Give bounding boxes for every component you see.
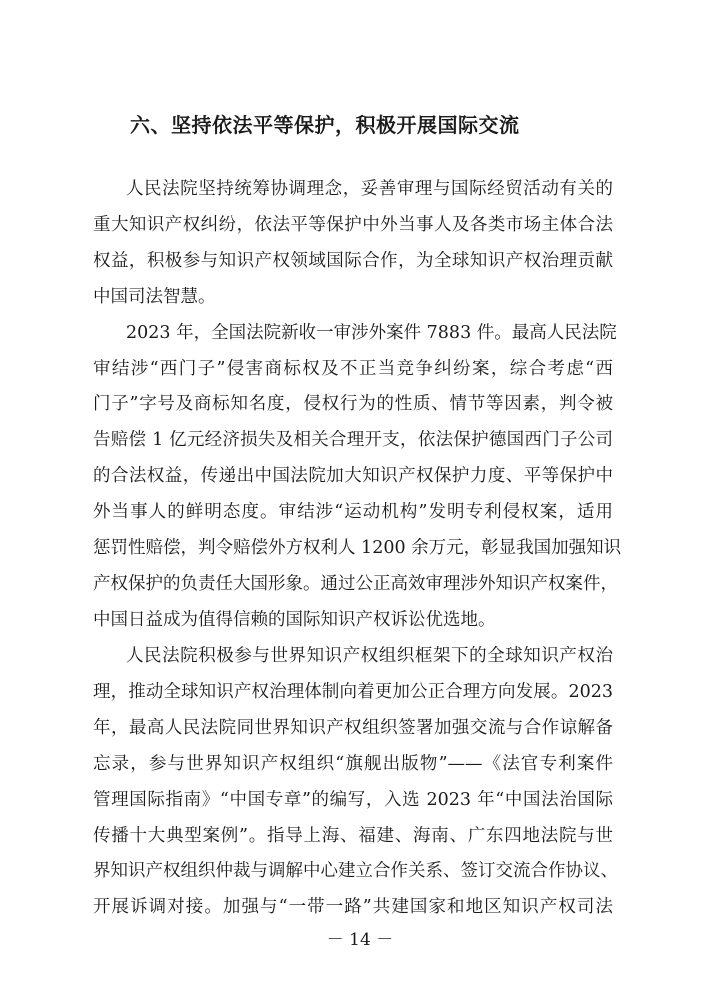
paragraph-2-line-1: 2023 年，全国法院新收一审涉外案件 7883 件。最高人民法院 bbox=[126, 323, 617, 343]
paragraph-2-line-9: 中国日益成为值得信赖的国际知识产权诉讼优选地。 bbox=[93, 610, 496, 630]
paragraph-1-line-3: 权益，积极参与知识产权领域国际合作，为全球知识产权治理贡献 bbox=[93, 251, 613, 271]
paragraph-2-line-6: 外当事人的鲜明态度。审结涉“运动机构”发明专利侵权案，适用 bbox=[93, 502, 613, 522]
paragraph-2-line-3: 门子”字号及商标知名度，侵权行为的性质、情节等因素，判令被 bbox=[93, 394, 613, 414]
paragraph-2-line-2: 审结涉“西门子”侵害商标权及不正当竞争纠纷案，综合考虑“西 bbox=[93, 359, 613, 379]
paragraph-3-line-6: 传播十大典型案例”。指导上海、福建、海南、广东四地法院与世 bbox=[93, 826, 613, 846]
paragraph-2-line-5: 的合法权益，传递出中国法院加大知识产权保护力度、平等保护中 bbox=[93, 466, 613, 486]
paragraph-1-line-2: 重大知识产权纠纷，依法平等保护中外当事人及各类市场主体合法 bbox=[93, 215, 613, 235]
page-number: － 14 － bbox=[326, 930, 394, 950]
paragraph-2-line-4: 告赔偿 1 亿元经济损失及相关合理开支，依法保护德国西门子公司 bbox=[93, 430, 613, 450]
paragraph-1-line-1: 人民法院坚持统筹协调理念，妥善审理与国际经贸活动有关的 bbox=[126, 179, 613, 199]
paragraph-3-line-3: 年，最高人民法院同世界知识产权组织签署加强交流与合作谅解备 bbox=[93, 718, 613, 738]
paragraph-3-line-2: 理，推动全球知识产权治理体制向着更加公正合理方向发展。2023 bbox=[93, 682, 613, 702]
paragraph-3-line-4: 忘录，参与世界知识产权组织“旗舰出版物”——《法官专利案件 bbox=[93, 754, 613, 774]
paragraph-2-line-8: 产权保护的负责任大国形象。通过公正高效审理涉外知识产权案件， bbox=[93, 574, 618, 594]
paragraph-1-line-4: 中国司法智慧。 bbox=[93, 287, 216, 307]
paragraph-2-line-7: 惩罚性赔偿，判令赔偿外方权利人 1200 余万元，彰显我国加强知识 bbox=[93, 538, 622, 558]
paragraph-3-line-1: 人民法院积极参与世界知识产权组织框架下的全球知识产权治 bbox=[126, 646, 613, 666]
paragraph-3-line-7: 界知识产权组织仲裁与调解中心建立合作关系、签订交流合作协议、 bbox=[93, 861, 618, 881]
section-heading: 六、坚持依法平等保护，积极开展国际交流 bbox=[130, 113, 520, 137]
paragraph-3-line-5: 管理国际指南》“中国专章”的编写，入选 2023 年“中国法治国际 bbox=[93, 790, 613, 810]
paragraph-3-line-8: 开展诉调对接。加强与“一带一路”共建国家和地区知识产权司法 bbox=[93, 897, 613, 917]
